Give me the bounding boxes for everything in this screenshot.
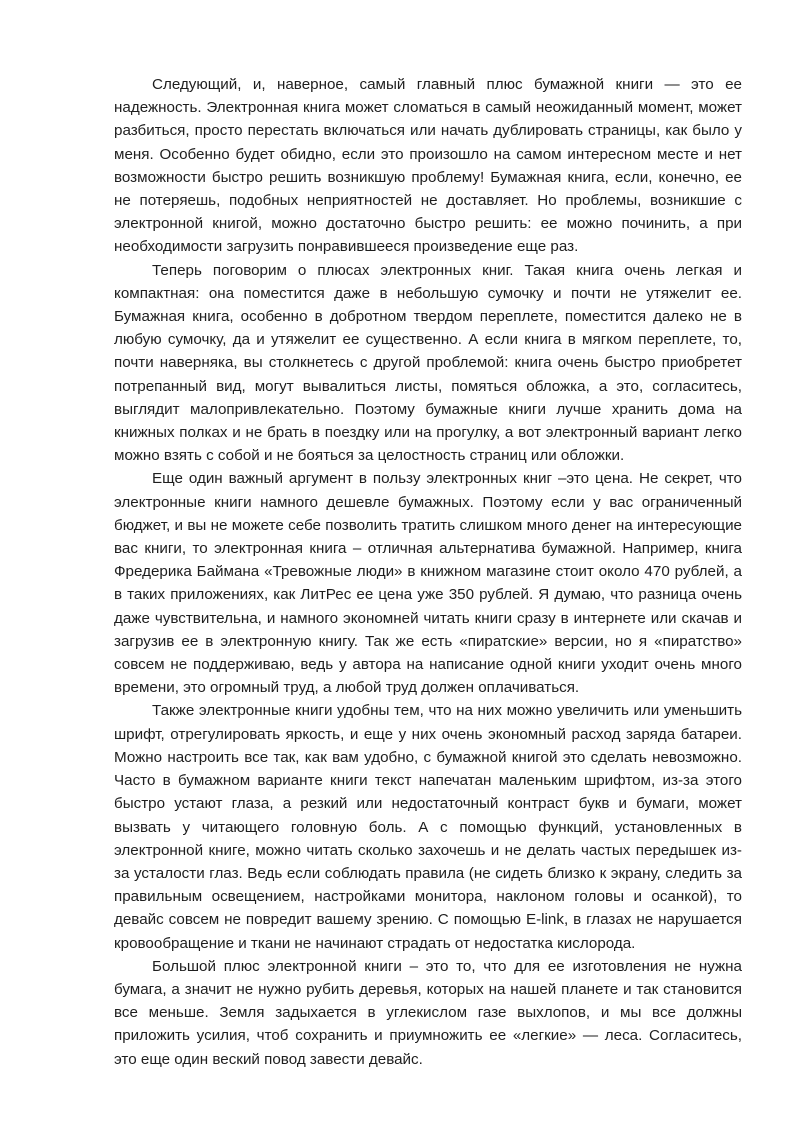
- paragraph-ebook-price: Еще один важный аргумент в пользу электронных книг –это цена. Не секрет, что электронные книги намного дешевле бумажных. Поэтому если у вас ограниченный бюджет, и вы не можете себе позволить тратить слишком много денег на интересующие вас книги, то электронная книга – отличная альтернатива бумажной. Например, книга Фредерика Баймана «Тревожные люди» в книжном магазине стоит около 470 рублей, а в таких приложениях, как ЛитРес ее цена уже 350 рублей. Я думаю, что разница очень даже чувствительна, и намного экономней читать книги сразу в интернете или скачав и загрузив ее в электронную книгу. Так же есть «пиратские» версии, но я «пиратство» совсем не поддерживаю, ведь у автора на написание одной книги уходит очень много времени, это огромный труд, а любой труд должен оплачиваться.: [114, 470, 742, 697]
- document-body: [114, 73, 742, 1071]
- paragraph-ebook-ecology: Большой плюс электронной книги – это то, что для ее изготовления не нужна бумага, а значит не нужно рубить деревья, которых на нашей планете и так становится все меньше. Земля задыхается в углекислом газе выхлопов, и мы все должны приложить усилия, чтоб сохранить и приумножить ее «легкие» — леса. Согласитесь, это еще один веский повод завести девайс.: [114, 957, 742, 1068]
- paragraph-ebook-comfort: Также электронные книги удобны тем, что на них можно увеличить или уменьшить шрифт, отрегулировать яркость, и еще у них очень экономный расход заряда батареи. Можно настроить все так, как вам удобно, с бумажной книгой это сделать невозможно. Часто в бумажном варианте книги текст напечатан маленьким шрифтом, из-за этого быстро устают глаза, а резкий или недостаточный контраст букв и бумаги, может вызвать у читающего головную боль. А с помощью функций, установленных в электронной книге, можно читать сколько захочешь и не делать частых передышек из-за усталости глаз. Ведь если соблюдать правила (не сидеть близко к экрану, следить за правильным освещением, настройками монитора, наклоном головы и осанкой), то девайс совсем не повредит вашему зрению. С помощью E-link, в глазах не нарушается кровообращение и ткани не начинают страдать от недостатка кислорода.: [114, 702, 742, 952]
- paragraph-ebook-portability: Теперь поговорим о плюсах электронных книг. Такая книга очень легкая и компактная: она поместится даже в небольшую сумочку и почти не утяжелит ее. Бумажная книга, особенно в добротном твердом переплете, поместится далеко не в любую сумочку, да и утяжелит ее существенно. А если книга в мягком переплете, то, почти наверняка, вы столкнетесь с другой проблемой: книга очень быстро приобретет потрепанный вид, могут вывалиться листы, помяться обложка, а это, согласитесь, выглядит малопривлекательно. Поэтому бумажные книги лучше хранить дома на книжных полках и не брать в поездку или на прогулку, а вот электронный вариант легко можно взять с собой и не бояться за целостность страниц или обложки.: [114, 261, 742, 465]
- paragraph-paper-reliability: Следующий, и, наверное, самый главный плюс бумажной книги — это ее надежность. Электронная книга может сломаться в самый неожиданный момент, может разбиться, просто перестать включаться или начать дублировать страницы, как было у меня. Особенно будет обидно, если это произошло на самом интересном месте и нет возможности быстро решить возникшую проблему! Бумажная книга, если, конечно, ее не потеряешь, подобных неприятностей не доставляет. Но проблемы, возникшие с электронной книгой, можно достаточно быстро решить: ее можно починить, а при необходимости загрузить понравившееся произведение еще раз.: [114, 76, 742, 256]
